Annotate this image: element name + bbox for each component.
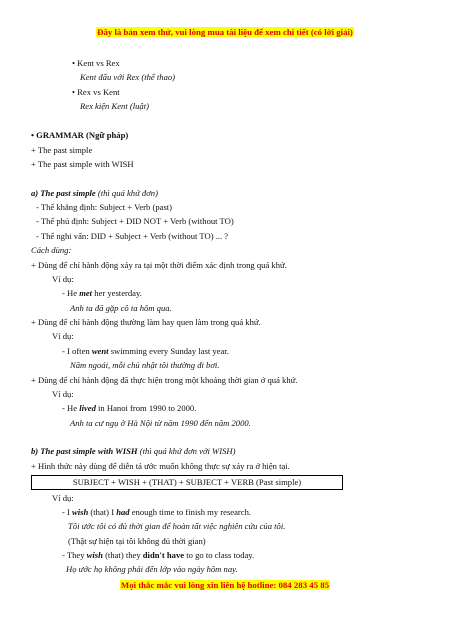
vocab-meaning: Rex kiện Kent (luật) <box>80 101 149 111</box>
example-label: Ví dụ: <box>52 331 74 341</box>
example-translation: Tôi ước tôi có đủ thời gian để hoàn tất việc nghiên cứu của tôi. <box>68 521 286 531</box>
usage-label: Cách dùng: <box>31 245 72 255</box>
example-translation: Họ ước họ không phải đến lớp vào ngày hôm nay. <box>66 564 238 574</box>
usage-rule: + Dùng để chỉ hành động thường làm hay quen làm trong quá khứ. <box>31 317 261 327</box>
example-sentence: - He lived in Hanoi from 1990 to 2000. <box>62 403 197 413</box>
example-translation: Năm ngoái, mỗi chủ nhật tôi thường đi bơi. <box>70 360 220 370</box>
form-affirmative: - Thể khẳng định: Subject + Verb (past) <box>36 202 173 212</box>
grammar-topic: + The past simple with WISH <box>31 159 134 169</box>
vocab-meaning: Kent đấu với Rex (thể thao) <box>80 72 176 82</box>
example-sentence: - I often went swimming every Sunday last year. <box>62 346 229 356</box>
example-sentence: - I wish (that) I had enough time to finish my research. <box>62 507 252 517</box>
vocab-item: • Rex vs Kent <box>72 87 120 97</box>
example-label: Ví dụ: <box>52 493 74 503</box>
grammar-heading: • GRAMMAR (Ngữ pháp) <box>31 130 129 140</box>
example-note: (Thật sự hiện tại tôi không đủ thời gian) <box>68 536 206 546</box>
formula-box: SUBJECT + WISH + (THAT) + SUBJECT + VERB (Past simple) <box>31 475 343 490</box>
section-b-intro: + Hình thức này dùng để diễn tả ước muốn không thực sự xảy ra ở hiện tại. <box>31 461 290 471</box>
vocab-item: • Kent vs Rex <box>72 58 120 68</box>
usage-rule: + Dùng để chỉ hành động xảy ra tại một thời điểm xác định trong quá khứ. <box>31 260 287 270</box>
footer-banner: Mọi thắc mắc vui lòng xin liên hệ hotline: 084 283 45 85 <box>120 580 330 590</box>
header-banner: Đây là bản xem thử, vui lòng mua tài liệu để xem chi tiết (có lời giải) <box>97 27 353 37</box>
example-sentence: - They wish (that) they didn't have to go to class today. <box>62 550 255 560</box>
section-b-title: b) The past simple with WISH (thì quá khứ đơn với WISH) <box>31 446 236 456</box>
form-negative: - Thể phủ định: Subject + DID NOT + Verb (without TO) <box>36 216 234 226</box>
example-translation: Anh ta cư ngụ ở Hà Nội từ năm 1990 đến năm 2000. <box>70 418 251 428</box>
example-label: Ví dụ: <box>52 389 74 399</box>
usage-rule: + Dùng để chỉ hành động đã thực hiện trong một khoảng thời gian ở quá khứ. <box>31 375 298 385</box>
example-translation: Anh ta đã gặp cô ta hôm qua. <box>70 303 172 313</box>
section-a-title: a) The past simple (thì quá khứ đơn) <box>31 188 158 198</box>
example-sentence: - He met her yesterday. <box>62 288 142 298</box>
example-label: Ví dụ: <box>52 274 74 284</box>
form-question: - Thể nghi vấn: DID + Subject + Verb (without TO) ... ? <box>36 231 229 241</box>
grammar-topic: + The past simple <box>31 145 93 155</box>
